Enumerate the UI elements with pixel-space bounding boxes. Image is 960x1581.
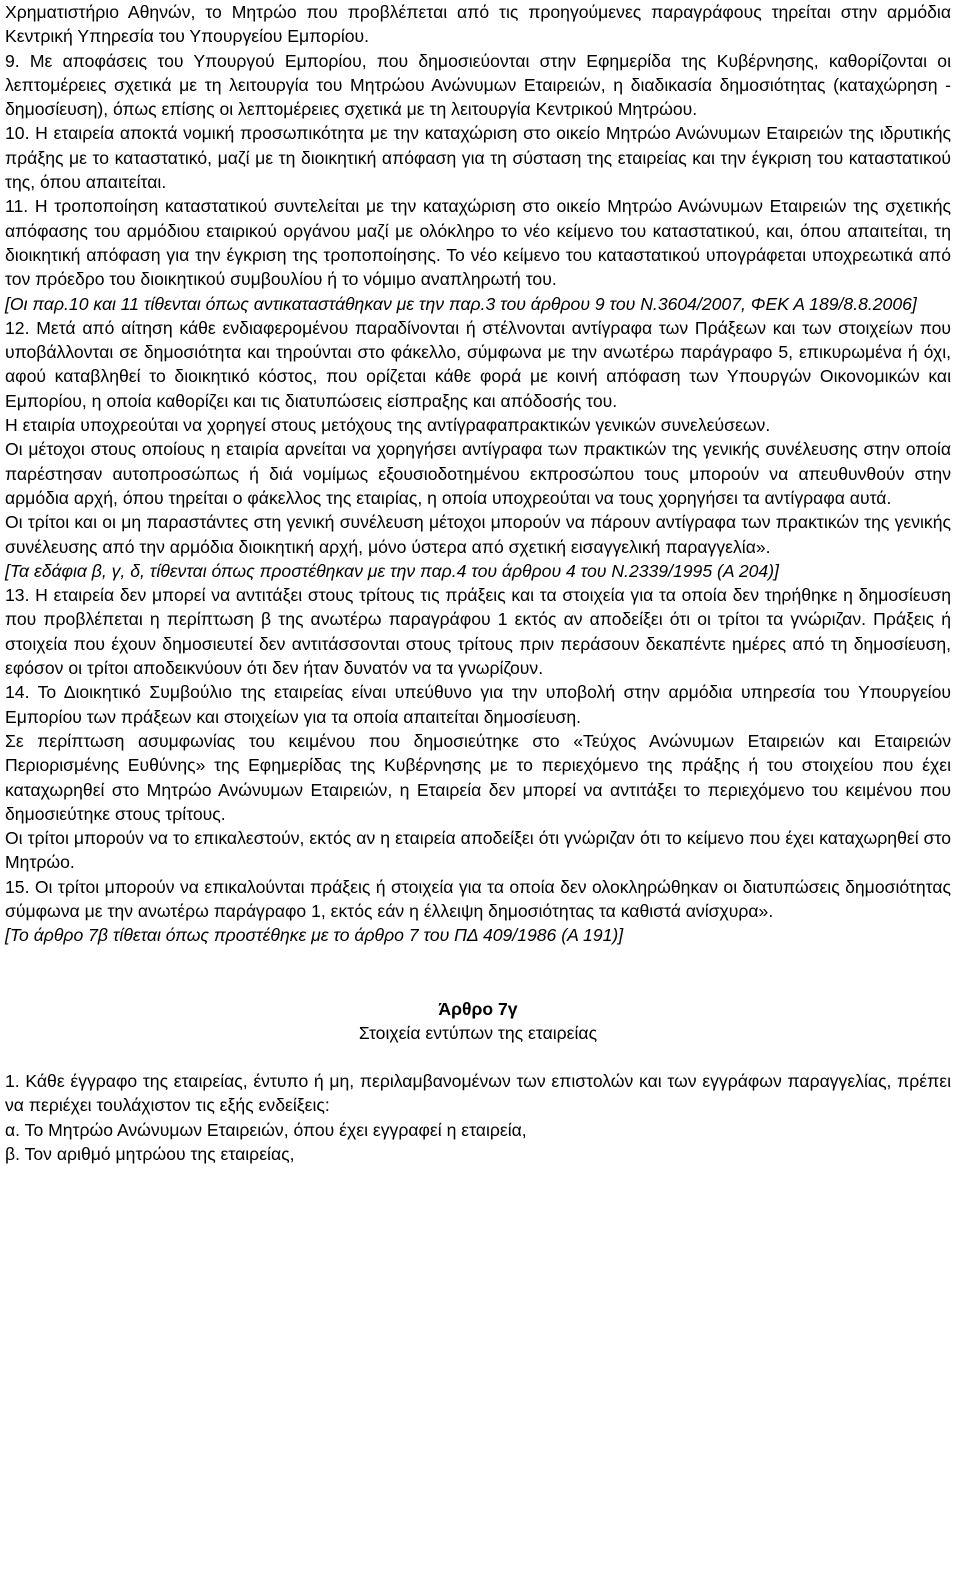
legal-reference-note: [Τα εδάφια β, γ, δ, τίθενται όπως προστέθηκαν με την παρ.4 του άρθρου 4 του Ν.2339/1995 (Α 204)] bbox=[5, 560, 779, 581]
body-paragraph: Σε περίπτωση ασυμφωνίας του κειμένου που δημοσιεύτηκε στο «Τεύχος Ανώνυμων Εταιρειών και Εταιρειών Περιορισμένης Ευθύνης» της Εφημερίδας της Κυβέρνησης με το περιεχόμενο της πράξης ή του στοιχείου που έχει καταχωρηθεί στο Μητρώο Ανώνυμων Εταιρειών, η Εταιρεία δεν μπορεί να αντιτάξει το περιεχόμενο του κειμένου που δημοσιεύτηκε στους τρίτους. bbox=[5, 730, 951, 824]
section-spacer bbox=[5, 1045, 951, 1069]
body-paragraph: Χρηματιστήριο Αθηνών, το Μητρώο που προβλέπεται από τις προηγούμενες παραγράφους τηρείται στην αρμόδια Κεντρική Υπηρεσία του Υπουργείου Εμπορίου. bbox=[5, 2, 951, 47]
article-subtitle: Στοιχεία εντύπων της εταιρείας bbox=[358, 1022, 598, 1043]
body-paragraph: 15. Οι τρίτοι μπορούν να επικαλούνται πράξεις ή στοιχεία για τα οποία δεν ολοκληρώθηκαν οι διατυπώσεις δημοσιότητας σύμφωνα με την ανωτέρω παράγραφο 1, εκτός εάν η έλλειψη δημοσιότητας τα καθιστά ανίσχυρα». bbox=[5, 876, 951, 921]
body-paragraph: 14. Το Διοικητικό Συμβούλιο της εταιρείας είναι υπεύθυνο για την υποβολή στην αρμόδια υπηρεσία του Υπουργείου Εμπορίου των πράξεων και στοιχείων για τα οποία απαιτείται δημοσίευση. bbox=[5, 682, 951, 727]
body-paragraph: 9. Με αποφάσεις του Υπουργού Εμπορίου, που δημοσιεύονται στην Εφημερίδα της Κυβέρνησης, καθορίζονται οι λεπτομέρειες σχετικά με τη λειτουργία του Μητρώου Ανώνυμων Εταιρειών, η διαδικασία δημοσιότητας (καταχώρηση - δημοσίευση), όπως επίσης οι λεπτομέρειες σχετικά με τη λειτουργία Κεντρικού Μητρώου. bbox=[5, 50, 951, 120]
body-paragraph: Οι μέτοχοι στους οποίους η εταιρία αρνείται να χορηγήσει αντίγραφα των πρακτικών της γενικής συνέλευσης στην οποία παρέστησαν αυτοπροσώπως ή διά νομίμως εξουσιοδοτημένου εκπροσώπου τους μπορούν να απευθυνθούν στην αρμόδια αρχή, όπου τηρείται ο φάκελλος της εταιρίας, η οποία υποχρεούται να τους χορηγήσει τα αντίγραφα αυτά. bbox=[5, 439, 951, 508]
paragraphs-after bbox=[5, 1069, 951, 1166]
body-paragraph: 11. Η τροποποίηση καταστατικού συντελείται με την καταχώριση στο οικείο Μητρώο Ανώνυμων Εταιρειών της σχετικής απόφασης του αρμόδιου εταιρικού οργάνου μαζί με ολόκληρο το νέο κείμενο του καταστατικού, και, όπου απαιτείται, τη διοικητική απόφαση για την έγκριση της τροποποίησης. Το νέο κείμενο του καταστατικού υπογράφεται υποχρεωτικά από τον πρόεδρο του διοικητικού συμβουλίου ή το νόμιμο αναπληρωτή του. bbox=[5, 196, 951, 290]
body-paragraph: 13. Η εταιρεία δεν μπορεί να αντιτάξει στους τρίτους τις πράξεις και τα στοιχεία για τα οποία δεν τηρήθηκε η δημοσίευση που προβλέπεται η περίπτωση β της ανωτέρω παραγράφου 1 εκτός αν αποδείξει ότι οι τρίτοι τα γνώριζαν. Πράξεις ή στοιχεία που έχουν δημοσιευτεί δεν αντιτάσσονται στους τρίτους πριν περάσουν δεκαπέντε ημέρες από τη δημοσίευση, εφόσον οι τρίτοι αποδεικνύουν ότι δεν ήταν δυνατόν να τα γνωρίζουν. bbox=[5, 585, 951, 679]
article-heading: Άρθρο 7γ bbox=[438, 998, 518, 1019]
body-paragraph: 1. Κάθε έγγραφο της εταιρείας, έντυπο ή μη, περιλαμβανομένων των επιστολών και των εγγράφων παραγγελίας, πρέπει να περιέχει τουλάχιστον τις εξής ενδείξεις: bbox=[5, 1071, 951, 1116]
body-paragraph: α. Το Μητρώο Ανώνυμων Εταιρειών, όπου έχει εγγραφεί η εταιρεία, bbox=[5, 1119, 527, 1140]
section-spacer bbox=[5, 948, 951, 997]
body-paragraph: β. Τον αριθμό μητρώου της εταιρείας, bbox=[5, 1144, 295, 1165]
body-paragraph: Η εταιρία υποχρεούται να χορηγεί στους μετόχους της αντίγραφαπρακτικών γενικών συνελεύσεων. bbox=[5, 415, 771, 436]
paragraphs-before bbox=[5, 0, 951, 948]
body-paragraph: Οι τρίτοι και οι μη παραστάντες στη γενική συνέλευση μέτοχοι μπορούν να πάρουν αντίγραφα των πρακτικών της γενικής συνέλευσης από την αρμόδια διοικητική αρχή, μόνο ύστερα από σχετική εισαγγελική παραγγελία». bbox=[5, 512, 951, 557]
body-paragraph: Οι τρίτοι μπορούν να το επικαλεστούν, εκτός αν η εταιρεία αποδείξει ότι γνώριζαν ότι το κείμενο που έχει καταχωρηθεί στο Μητρώο. bbox=[5, 828, 951, 873]
legal-reference-note: [Οι παρ.10 και 11 τίθενται όπως αντικαταστάθηκαν με την παρ.3 του άρθρου 9 του Ν.3604/2007, ΦΕΚ Α 189/8.8.2006] bbox=[5, 293, 917, 314]
body-paragraph: 12. Μετά από αίτηση κάθε ενδιαφερομένου παραδίνονται ή στέλνονται αντίγραφα των Πράξεων και των στοιχείων που υποβάλλονται σε δημοσιότητα και τηρούνται στο φάκελλο, σύμφωνα με την ανωτέρω παράγραφο 5, επικυρωμένα ή όχι, αφού καταβληθεί το διοικητικό κόστος, που ορίζεται κάθε φορά με κοινή απόφαση των Υπουργών Οικονομικών και Εμπορίου, η οποία καθορίζει και τις διατυπώσεις είσπραξης και απόδοσής του. bbox=[5, 317, 951, 411]
legal-reference-note: [Το άρθρο 7β τίθεται όπως προστέθηκε με το άρθρο 7 του ΠΔ 409/1986 (Α 191)] bbox=[5, 925, 624, 946]
body-paragraph: 10. Η εταιρεία αποκτά νομική προσωπικότητα με την καταχώριση στο οικείο Μητρώο Ανώνυμων Εταιρειών της ιδρυτικής πράξης με το καταστατικό, μαζί με τη διοικητική απόφαση για τη σύσταση της εταιρείας και την έγκριση του καταστατικού της, όπου απαιτείται. bbox=[5, 123, 951, 193]
